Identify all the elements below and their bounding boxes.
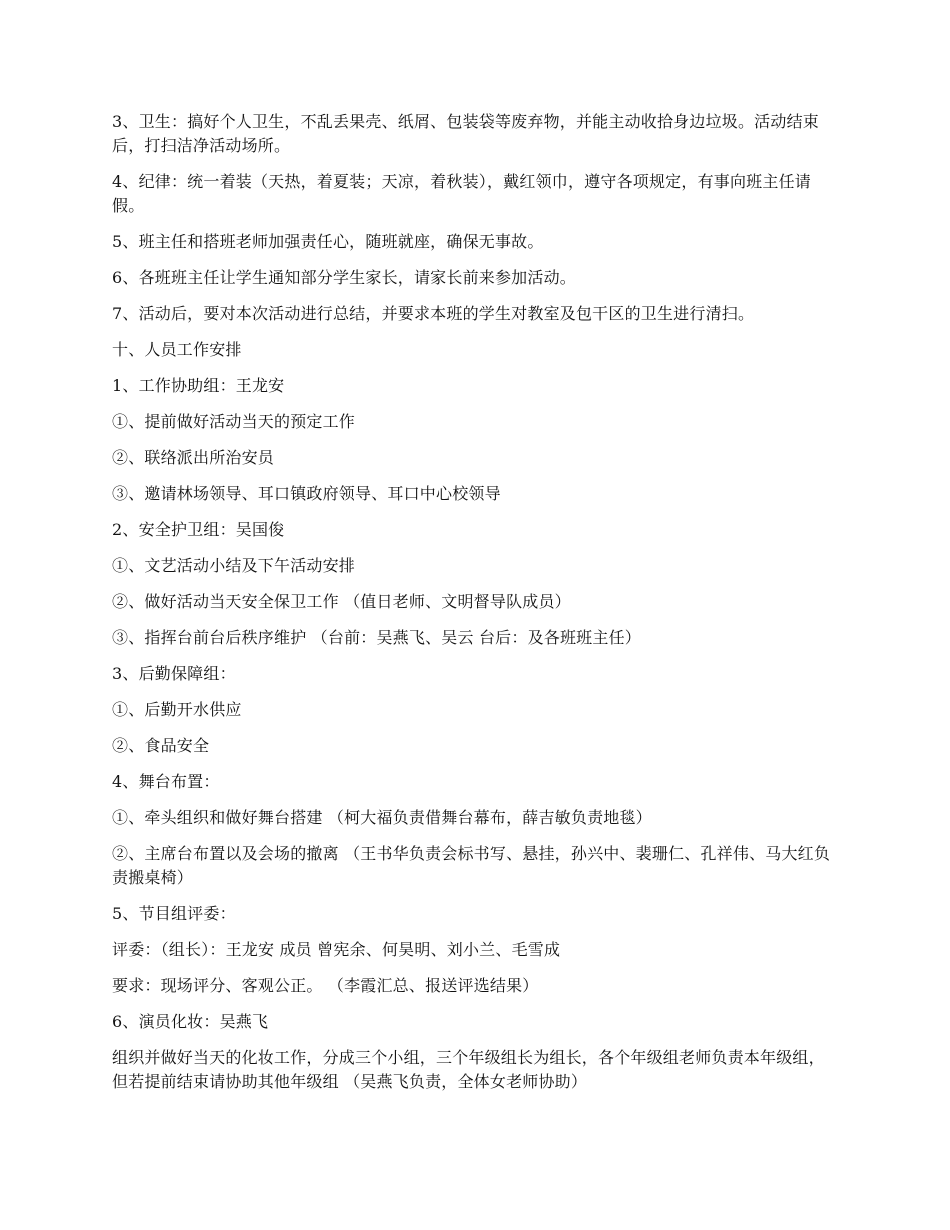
judges-members: 评委：（组长）：王龙安 成员 曾宪余、何昊明、刘小兰、毛雪成 xyxy=(112,940,561,959)
list-item: ①、文艺活动小结及下午活动安排 xyxy=(112,556,356,575)
group-heading-stage: 4、舞台布置： xyxy=(112,772,220,791)
list-item: ②、联络派出所治安员 xyxy=(112,448,275,467)
list-item: ②、主席台布置以及会场的撤离 （王书华负责会标书写、悬挂，孙兴中、裴珊仁、孔祥伟、马大红负责搬桌椅） xyxy=(112,844,831,887)
list-item: ②、食品安全 xyxy=(112,736,210,755)
group-heading-judges: 5、节目组评委： xyxy=(112,904,236,923)
list-item: ③、指挥台前台后秩序维护 （台前：吴燕飞、吴云 台后：及各班班主任） xyxy=(112,628,641,647)
paragraph-summary-cleanup: 7、活动后，要对本次活动进行总结，并要求本班的学生对教室及包干区的卫生进行清扫。 xyxy=(112,304,755,323)
paragraph-discipline: 4、纪律：统一着装（天热，着夏装；天凉，着秋装），戴红领巾，遵守各项规定，有事向班主任请假。 xyxy=(112,172,811,215)
document-body xyxy=(112,110,840,1094)
judges-requirements: 要求：现场评分、客观公正。 （李霞汇总、报送评选结果） xyxy=(112,976,539,995)
group-heading-logistics: 3、后勤保障组： xyxy=(112,664,236,683)
paragraph-makeup-details: 组织并做好当天的化妆工作，分成三个小组，三个年级组长为组长，各个年级组老师负责本年级组，但若提前结束请协助其他年级组 （吴燕飞负责，全体女老师协助） xyxy=(112,1048,825,1091)
group-heading-makeup: 6、演员化妆：吴燕飞 xyxy=(112,1012,269,1031)
paragraph-teacher-duty: 5、班主任和搭班老师加强责任心，随班就座，确保无事故。 xyxy=(112,232,544,251)
list-item: ②、做好活动当天安全保卫工作 （值日老师、文明督导队成员） xyxy=(112,592,571,611)
paragraph-hygiene: 3、卫生：搞好个人卫生，不乱丢果壳、纸屑、包装袋等废弃物，并能主动收拾身边垃圾。活动结束后，打扫洁净活动场所。 xyxy=(112,112,819,155)
list-item: ①、牵头组织和做好舞台搭建 （柯大福负责借舞台幕布，薛吉敏负责地毯） xyxy=(112,808,652,827)
list-item: ①、提前做好活动当天的预定工作 xyxy=(112,412,356,431)
list-item: ①、后勤开水供应 xyxy=(112,700,242,719)
group-heading-security: 2、安全护卫组：吴国俊 xyxy=(112,520,285,539)
paragraph-parent-notice: 6、各班班主任让学生通知部分学生家长，请家长前来参加活动。 xyxy=(112,268,576,287)
list-item: ③、邀请林场领导、耳口镇政府领导、耳口中心校领导 xyxy=(112,484,501,503)
section-heading-staff: 十、人员工作安排 xyxy=(112,340,242,359)
group-heading-assist: 1、工作协助组：王龙安 xyxy=(112,376,285,395)
